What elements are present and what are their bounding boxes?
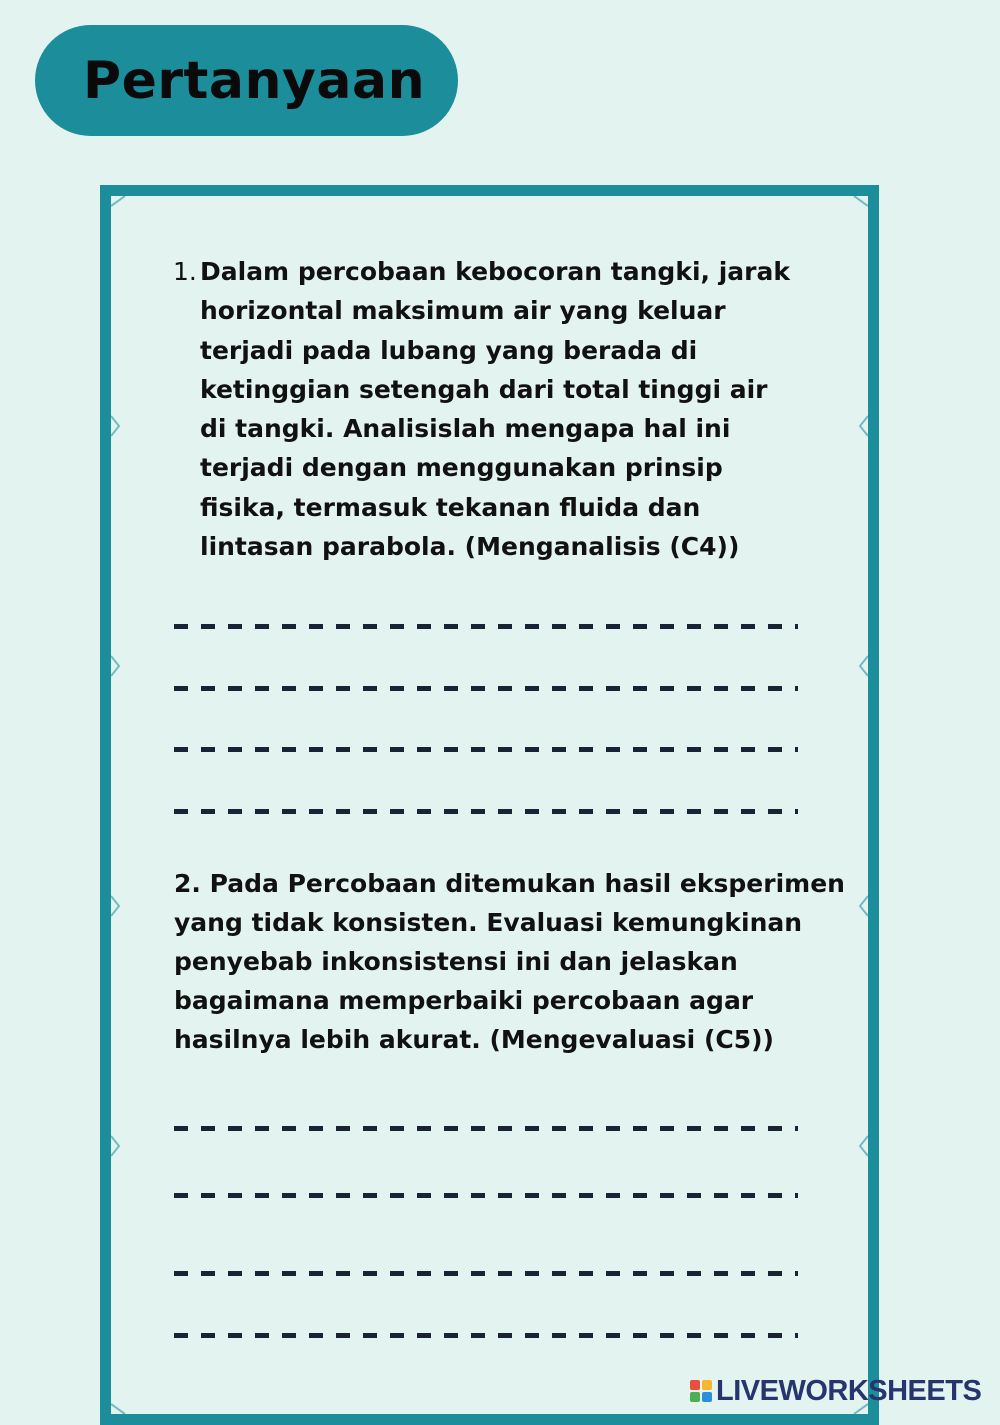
liveworksheets-logo [690,1374,981,1408]
page-title: Pertanyaan [83,50,426,111]
liveworksheets-logo-text: LIVEWORKSHEETS [716,1374,982,1407]
answer-line[interactable] [174,809,798,814]
question-1-text: Dalam percobaan kebocoran tangki, jarak horizontal maksimum air yang keluar terjadi pada lubang yang berada di ketinggian setengah dari total tinggi air di tangki. Analisislah mengapa hal ini terjadi dengan menggunakan prinsip fisika, termasuk tekanan fluida dan lintasan parabola. (Menganalisis (C4)) [200,257,790,562]
answer-line[interactable] [174,1333,798,1338]
liveworksheets-logo-icon [690,1380,712,1402]
answer-line[interactable] [174,1271,798,1276]
title-banner [35,25,458,136]
answer-line[interactable] [174,624,798,629]
answer-line[interactable] [174,1193,798,1198]
answer-line[interactable] [174,686,798,691]
question-2-text: 2. Pada Percobaan ditemukan hasil eksperimen yang tidak konsisten. Evaluasi kemungkinan penyebab inkonsistensi ini dan jelaskan bagaimana memperbaiki percobaan agar hasilnya lebih akurat. (Mengevaluasi (C5)) [174,869,845,1054]
answer-line[interactable] [174,747,798,752]
question-1-number: 1. [173,257,197,286]
question-1 [173,252,813,566]
answer-line[interactable] [174,1126,798,1131]
